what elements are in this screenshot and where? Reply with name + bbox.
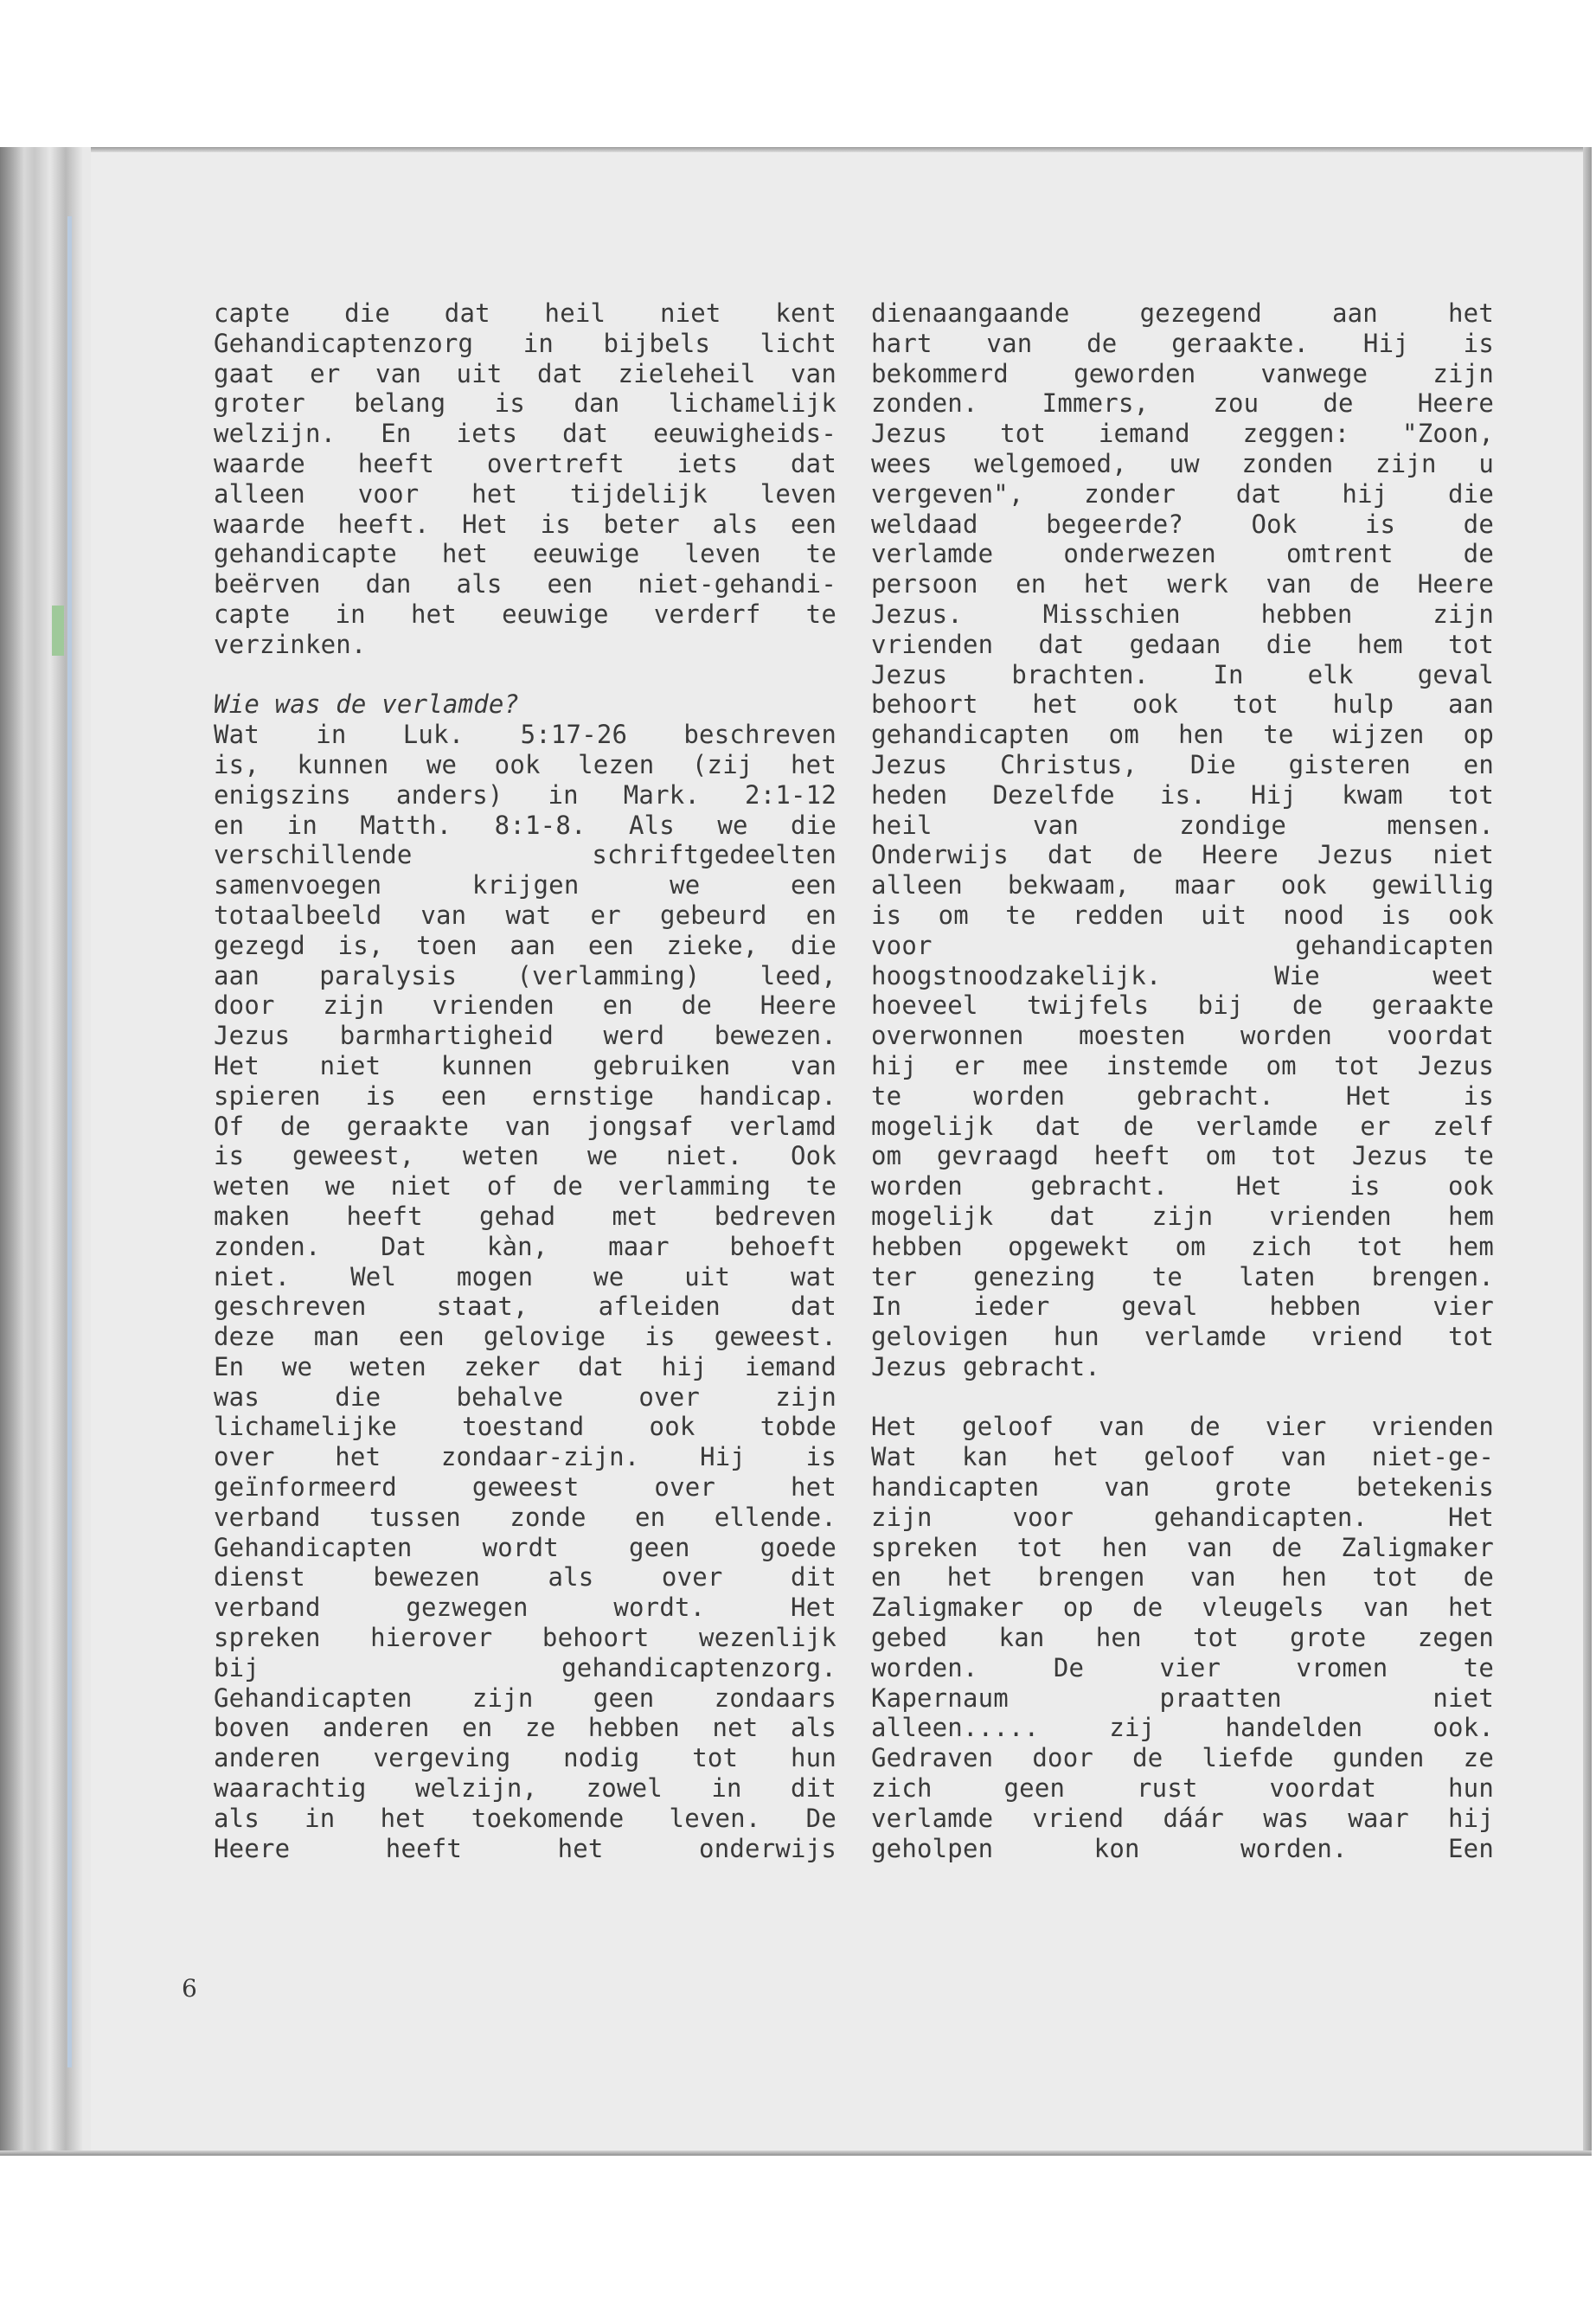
- text-line: worden gebracht. Het is ook: [871, 1171, 1494, 1202]
- text-line: gebed kan hen tot grote zegen: [871, 1623, 1494, 1653]
- text-line: alleen voor het tijdelijk leven: [214, 478, 836, 509]
- page-number: 6: [182, 1974, 197, 2003]
- text-line: Wat kan het geloof van niet-ge-: [871, 1442, 1494, 1472]
- text-line: vrienden dat gedaan die hem tot: [871, 629, 1494, 659]
- text-line: maken heeft gehad met bedreven: [214, 1201, 836, 1231]
- text-line: samenvoegen krijgen we een: [214, 870, 836, 901]
- text-line: Gehandicapten zijn geen zondaars: [214, 1682, 836, 1713]
- text-line: Jezus gebracht.: [871, 1351, 1100, 1381]
- text-line: totaalbeeld van wat er gebeurd en: [214, 900, 836, 930]
- text-line: geïnformeerd geweest over het: [214, 1472, 836, 1503]
- text-line: zonden. Immers, zou de Heere: [871, 388, 1494, 419]
- text-line: persoon en het werk van de Heere: [871, 569, 1494, 599]
- text-line: geholpen kon worden. Een: [871, 1833, 1494, 1863]
- text-line: lichamelijke toestand ook tobde: [214, 1412, 836, 1442]
- text-line: Of de geraakte van jongsaf verlamd: [214, 1111, 836, 1141]
- text-line: zijn voor gehandicapten. Het: [871, 1502, 1494, 1532]
- text-line: Gedraven door de liefde gunden ze: [871, 1743, 1494, 1773]
- text-line: Kapernaum praatten niet: [871, 1682, 1494, 1713]
- text-line: In ieder geval hebben vier: [871, 1292, 1494, 1322]
- right-text-column: [871, 298, 1494, 1863]
- text-line: verband gezwegen wordt. Het: [214, 1593, 836, 1623]
- text-line: was die behalve over zijn: [214, 1381, 836, 1412]
- spine-blue-edge: [67, 216, 72, 2067]
- text-line: [871, 1382, 1494, 1413]
- text-line: is om te redden uit nood is ook: [871, 900, 1494, 930]
- text-line: bekommerd geworden vanwege zijn: [871, 358, 1494, 388]
- text-line: Jezus tot iemand zeggen: "Zoon,: [871, 419, 1494, 449]
- text-line: Gehandicaptenzorg in bijbels licht: [214, 328, 836, 358]
- text-line: Jezus brachten. In elk geval: [871, 659, 1494, 689]
- text-line: om gevraagd heeft om tot Jezus te: [871, 1141, 1494, 1171]
- text-line: overwonnen moesten worden voordat: [871, 1021, 1494, 1051]
- text-line: hij er mee instemde om tot Jezus: [871, 1050, 1494, 1080]
- text-line: hoogstnoodzakelijk. Wie weet: [871, 960, 1494, 990]
- text-line: Onderwijs dat de Heere Jezus niet: [871, 840, 1494, 870]
- text-line: zonden. Dat kàn, maar behoeft: [214, 1231, 836, 1261]
- text-line: hebben opgewekt om zich tot hem: [871, 1231, 1494, 1261]
- text-line: spieren is een ernstige handicap.: [214, 1080, 836, 1111]
- text-line: behoort het ook tot hulp aan: [871, 689, 1494, 720]
- text-line: ter genezing te laten brengen.: [871, 1261, 1494, 1292]
- text-line: aan paralysis (verlamming) leed,: [214, 960, 836, 990]
- text-line: mogelijk dat de verlamde er zelf: [871, 1111, 1494, 1141]
- text-line: over het zondaar-zijn. Hij is: [214, 1442, 836, 1472]
- text-line: waarachtig welzijn, zowel in dit: [214, 1773, 836, 1804]
- text-line: waarde heeft overtreft iets dat: [214, 448, 836, 478]
- text-line: spreken tot hen van de Zaligmaker: [871, 1532, 1494, 1562]
- text-line: heil van zondige mensen.: [871, 810, 1494, 840]
- text-line: weldaad begeerde? Ook is de: [871, 509, 1494, 539]
- text-line: als in het toekomende leven. De: [214, 1803, 836, 1833]
- text-line: geschreven staat, afleiden dat: [214, 1292, 836, 1322]
- text-line: alleen bekwaam, maar ook gewillig: [871, 870, 1494, 901]
- text-line: en het brengen van hen tot de: [871, 1562, 1494, 1593]
- text-line: en in Matth. 8:1-8. Als we die: [214, 810, 836, 840]
- text-line: door zijn vrienden en de Heere: [214, 990, 836, 1021]
- text-line: dienaangaande gezegend aan het: [871, 298, 1494, 328]
- text-line: niet. Wel mogen we uit wat: [214, 1261, 836, 1292]
- text-line: gehandicapte het eeuwige leven te: [214, 539, 836, 569]
- book-spine: [0, 147, 91, 2156]
- text-line: gaat er van uit dat zieleheil van: [214, 358, 836, 388]
- text-line: Zaligmaker op de vleugels van het: [871, 1593, 1494, 1623]
- text-line: is, kunnen we ook lezen (zij het: [214, 749, 836, 779]
- text-line: Jezus barmhartigheid werd bewezen.: [214, 1021, 836, 1051]
- text-line: Het niet kunnen gebruiken van: [214, 1050, 836, 1080]
- text-line: te worden gebracht. Het is: [871, 1080, 1494, 1111]
- text-line: voor gehandicapten: [871, 930, 1494, 960]
- text-line: gelovigen hun verlamde vriend tot: [871, 1322, 1494, 1352]
- text-line: alleen..... zij handelden ook.: [871, 1713, 1494, 1743]
- text-line: wees welgemoed, uw zonden zijn u: [871, 448, 1494, 478]
- text-line: hart van de geraakte. Hij is: [871, 328, 1494, 358]
- text-line: deze man een gelovige is geweest.: [214, 1322, 836, 1352]
- text-line: [214, 660, 836, 690]
- text-line: Jezus Christus, Die gisteren en: [871, 749, 1494, 779]
- spine-green-tab: [52, 606, 64, 656]
- text-line: groter belang is dan lichamelijk: [214, 388, 836, 419]
- text-line: En we weten zeker dat hij iemand: [214, 1351, 836, 1381]
- text-line: zich geen rust voordat hun: [871, 1773, 1494, 1804]
- page-right-edge: [1583, 147, 1592, 2156]
- text-line: Gehandicapten wordt geen goede: [214, 1532, 836, 1562]
- text-line: is geweest, weten we niet. Ook: [214, 1141, 836, 1171]
- text-line: verlamde vriend dáár was waar hij: [871, 1803, 1494, 1833]
- text-line: gehandicapten om hen te wijzen op: [871, 720, 1494, 750]
- text-line: verzinken.: [214, 629, 367, 659]
- text-line: handicapten van grote betekenis: [871, 1472, 1494, 1503]
- text-line: waarde heeft. Het is beter als een: [214, 509, 836, 539]
- text-line: beërven dan als een niet-gehandi-: [214, 569, 836, 599]
- text-line: dienst bewezen als over dit: [214, 1562, 836, 1593]
- text-line: boven anderen en ze hebben net als: [214, 1713, 836, 1743]
- text-line: gezegd is, toen aan een zieke, die: [214, 930, 836, 960]
- text-line: mogelijk dat zijn vrienden hem: [871, 1201, 1494, 1231]
- left-text-column: [214, 298, 836, 1863]
- text-line: hoeveel twijfels bij de geraakte: [871, 990, 1494, 1021]
- text-line: verband tussen zonde en ellende.: [214, 1502, 836, 1532]
- text-line: capte in het eeuwige verderf te: [214, 599, 836, 629]
- text-line: spreken hierover behoort wezenlijk: [214, 1623, 836, 1653]
- text-line: enigszins anders) in Mark. 2:1-12: [214, 779, 836, 810]
- text-line: weten we niet of de verlamming te: [214, 1171, 836, 1202]
- section-heading: Wie was de verlamde?: [214, 689, 520, 720]
- text-line: anderen vergeving nodig tot hun: [214, 1743, 836, 1773]
- text-line: capte die dat heil niet kent: [214, 298, 836, 328]
- text-line: Het geloof van de vier vrienden: [871, 1412, 1494, 1442]
- text-line: Wat in Luk. 5:17-26 beschreven: [214, 720, 836, 750]
- text-line: welzijn. En iets dat eeuwigheids-: [214, 419, 836, 449]
- text-line: verschillende schriftgedeelten: [214, 840, 836, 870]
- text-line: verlamde onderwezen omtrent de: [871, 539, 1494, 569]
- text-line: Jezus. Misschien hebben zijn: [871, 599, 1494, 629]
- text-line: heden Dezelfde is. Hij kwam tot: [871, 779, 1494, 810]
- text-line: worden. De vier vromen te: [871, 1652, 1494, 1682]
- page-bottom-edge: [0, 2150, 1592, 2156]
- text-line: bij gehandicaptenzorg.: [214, 1652, 836, 1682]
- page-top-edge: [52, 147, 1592, 152]
- text-line: Heere heeft het onderwijs: [214, 1833, 836, 1863]
- book-page: [0, 147, 1592, 2156]
- text-line: vergeven", zonder dat hij die: [871, 478, 1494, 509]
